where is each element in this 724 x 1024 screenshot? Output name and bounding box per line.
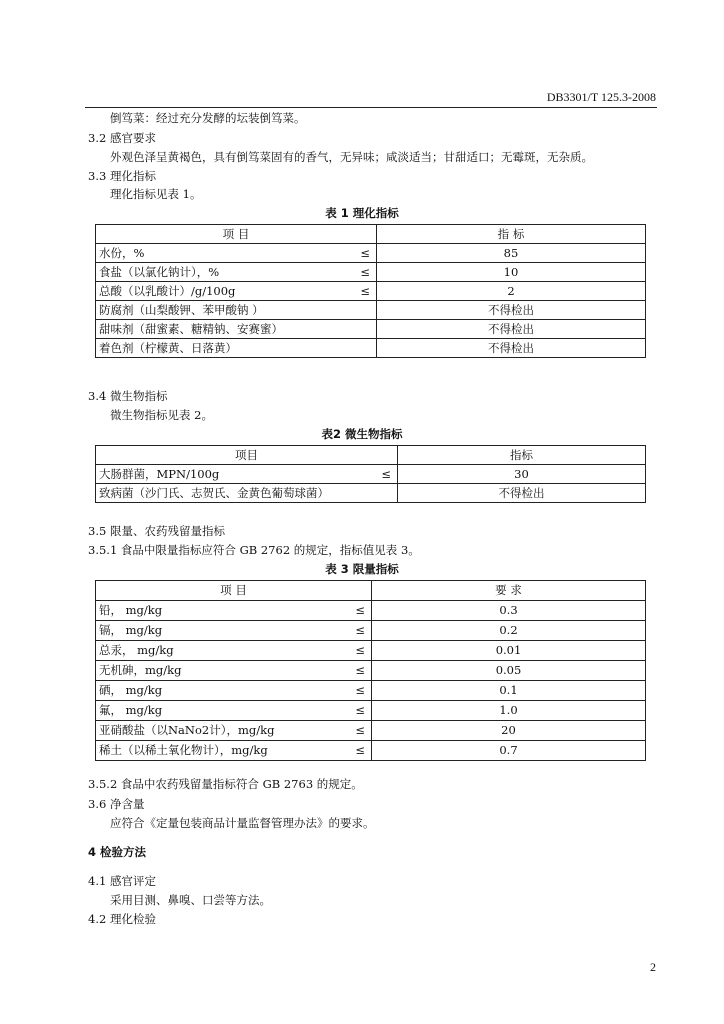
table-1-caption: 表 1 理化指标 — [325, 206, 399, 220]
item-label: 总汞， mg/kg — [99, 643, 174, 657]
table-header-row — [96, 581, 646, 601]
item-label: 无机砷，mg/kg — [99, 663, 182, 677]
section-3-2-heading: 3.2 感官要求 — [88, 131, 156, 145]
value-cell: 2 — [377, 282, 646, 301]
document-id: DB3301/T 125.3-2008 — [546, 90, 656, 104]
table-2-caption: 表2 微生物指标 — [321, 427, 403, 441]
item-label: 亚硝酸盐（以NaNo2计），mg/kg — [99, 723, 275, 737]
table-header-cell: 项 目 — [96, 225, 377, 244]
item-cell — [96, 244, 377, 263]
limit-symbol: ≤ — [355, 623, 365, 637]
value-cell: 85 — [377, 244, 646, 263]
physicochemical-ref-text: 理化指标见表 1。 — [110, 187, 202, 201]
sensory-method-text: 采用目测、鼻嗅、口尝等方法。 — [110, 893, 271, 907]
limit-symbol: ≤ — [355, 663, 365, 677]
table-3 — [95, 580, 646, 761]
limit-symbol: ≤ — [360, 246, 370, 260]
item-cell — [96, 601, 372, 621]
table-row — [96, 641, 646, 661]
item-label: 防腐剂（山梨酸钾、苯甲酸钠 ） — [99, 303, 264, 317]
value-cell: 30 — [398, 465, 646, 484]
table-row — [96, 681, 646, 701]
item-cell — [96, 641, 372, 661]
limit-symbol: ≤ — [355, 683, 365, 697]
item-label: 稀土（以稀土氧化物计），mg/kg — [99, 743, 268, 757]
table-header-row — [96, 225, 646, 244]
item-cell — [96, 465, 398, 484]
value-cell: 不得检出 — [377, 301, 646, 320]
item-cell — [96, 320, 377, 339]
limit-symbol: ≤ — [355, 703, 365, 717]
item-cell — [96, 282, 377, 301]
value-cell: 0.3 — [372, 601, 646, 621]
table-row — [96, 661, 646, 681]
item-cell — [96, 484, 398, 503]
limit-symbol: ≤ — [355, 603, 365, 617]
limit-symbol: ≤ — [355, 723, 365, 737]
value-cell: 不得检出 — [377, 320, 646, 339]
value-cell: 0.01 — [372, 641, 646, 661]
section-3-5-heading: 3.5 限量、农药残留量指标 — [88, 524, 225, 538]
item-cell — [96, 339, 377, 358]
section-3-5-1-text: 3.5.1 食品中限量指标应符合 GB 2762 的规定，指标值见表 3。 — [88, 543, 420, 557]
net-content-text: 应符合《定量包装商品计量监督管理办法》的要求。 — [110, 816, 375, 830]
table-3-caption: 表 3 限量指标 — [325, 562, 399, 576]
table-row — [96, 320, 646, 339]
value-cell: 不得检出 — [377, 339, 646, 358]
table-2 — [95, 445, 646, 503]
table-row — [96, 282, 646, 301]
item-cell — [96, 301, 377, 320]
header-rule — [85, 107, 657, 108]
table-row — [96, 263, 646, 282]
item-cell — [96, 741, 372, 761]
item-cell — [96, 263, 377, 282]
table-header-row — [96, 446, 646, 465]
value-cell: 0.2 — [372, 621, 646, 641]
limit-symbol: ≤ — [381, 467, 391, 481]
value-cell: 0.7 — [372, 741, 646, 761]
table-header-cell: 项目 — [96, 446, 398, 465]
item-label: 着色剂（柠檬黄、日落黄） — [99, 341, 237, 355]
table-header-cell: 项 目 — [96, 581, 372, 601]
item-label: 铅， mg/kg — [99, 603, 163, 617]
item-label: 总酸（以乳酸计）/g/100g — [99, 284, 236, 298]
limit-symbol: ≤ — [360, 284, 370, 298]
item-label: 致病菌（沙门氏、志贺氏、金黄色葡萄球菌） — [99, 486, 329, 500]
section-3-3-heading: 3.3 理化指标 — [88, 169, 156, 183]
value-cell: 不得检出 — [398, 484, 646, 503]
table-row — [96, 621, 646, 641]
microbial-ref-text: 微生物指标见表 2。 — [110, 408, 213, 422]
table-row — [96, 701, 646, 721]
page-number: 2 — [650, 960, 656, 974]
value-cell: 0.05 — [372, 661, 646, 681]
table-row — [96, 244, 646, 263]
value-cell: 20 — [372, 721, 646, 741]
limit-symbol: ≤ — [360, 265, 370, 279]
table-row — [96, 484, 646, 503]
definition-text: 倒笃菜：经过充分发酵的坛装倒笃菜。 — [110, 111, 306, 125]
item-cell — [96, 721, 372, 741]
section-3-4-heading: 3.4 微生物指标 — [88, 389, 168, 403]
item-label: 氟， mg/kg — [99, 703, 163, 717]
table-row — [96, 741, 646, 761]
item-label: 镉， mg/kg — [99, 623, 163, 637]
item-cell — [96, 661, 372, 681]
section-4-heading: 4 检验方法 — [88, 845, 147, 859]
table-row — [96, 465, 646, 484]
table-row — [96, 339, 646, 358]
section-3-5-2-text: 3.5.2 食品中农药残留量指标符合 GB 2763 的规定。 — [88, 777, 363, 791]
value-cell: 1.0 — [372, 701, 646, 721]
section-3-6-heading: 3.6 净含量 — [88, 797, 145, 811]
table-row — [96, 601, 646, 621]
item-label: 食盐（以氯化钠计），% — [99, 265, 220, 279]
section-4-1-heading: 4.1 感官评定 — [88, 874, 156, 888]
item-label: 硒， mg/kg — [99, 683, 163, 697]
item-cell — [96, 701, 372, 721]
value-cell: 10 — [377, 263, 646, 282]
item-cell — [96, 621, 372, 641]
item-label: 甜味剂（甜蜜素、糖精钠、安赛蜜） — [99, 322, 283, 336]
table-1 — [95, 224, 646, 358]
limit-symbol: ≤ — [355, 643, 365, 657]
value-cell: 0.1 — [372, 681, 646, 701]
table-row — [96, 301, 646, 320]
section-4-2-heading: 4.2 理化检验 — [88, 912, 156, 926]
table-row — [96, 721, 646, 741]
item-label: 大肠群菌，MPN/100g — [99, 467, 220, 481]
table-header-cell: 要 求 — [372, 581, 646, 601]
item-cell — [96, 681, 372, 701]
item-label: 水份，% — [99, 246, 145, 260]
sensory-requirement-text: 外观色泽呈黄褐色，具有倒笃菜固有的香气，无异味；咸淡适当；甘甜适口；无霉斑，无杂质。 — [110, 150, 593, 164]
table-header-cell: 指 标 — [377, 225, 646, 244]
limit-symbol: ≤ — [355, 743, 365, 757]
table-header-cell: 指标 — [398, 446, 646, 465]
